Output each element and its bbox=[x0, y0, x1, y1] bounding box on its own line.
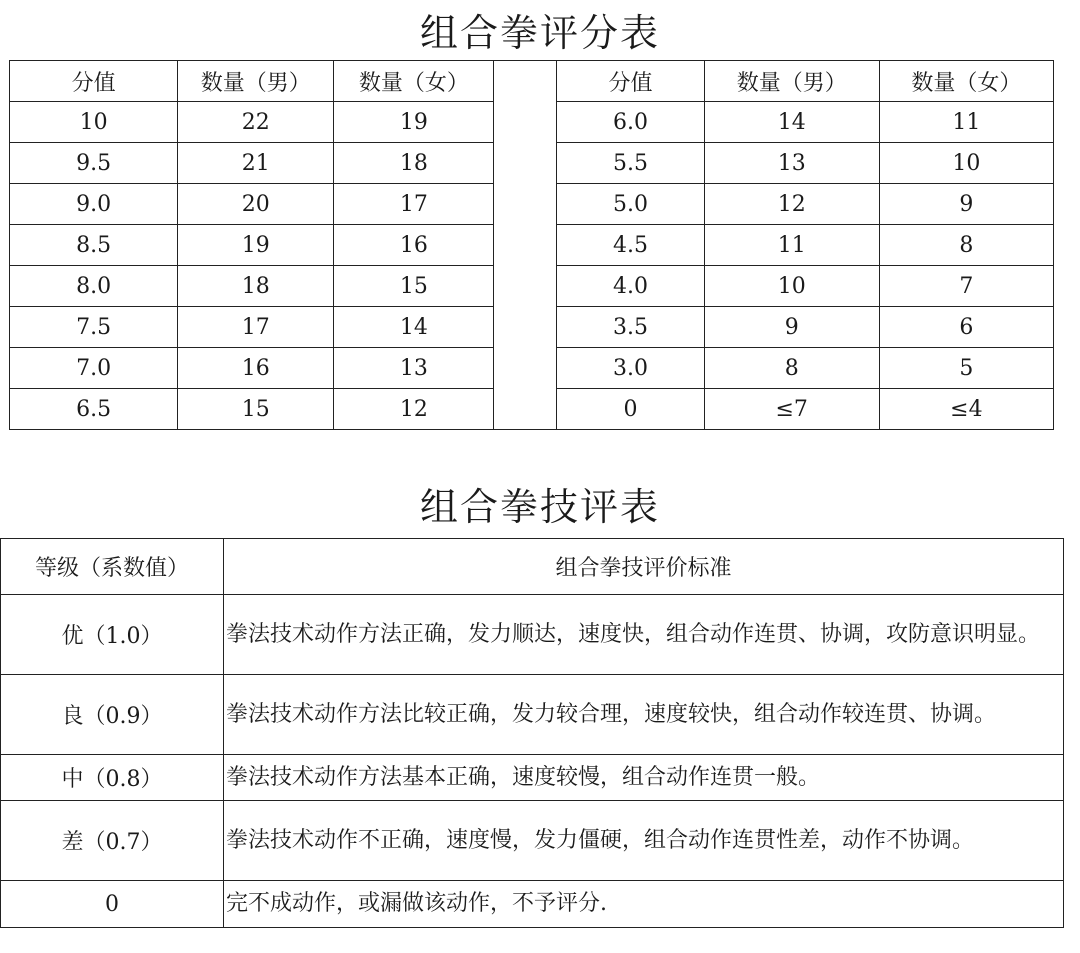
header-cell: 数量（男） bbox=[704, 61, 879, 102]
divider-column bbox=[494, 184, 557, 225]
divider-column bbox=[494, 348, 557, 389]
header-cell: 数量（女） bbox=[879, 61, 1053, 102]
criteria-cell: 完不成动作，或漏做该动作，不予评分. bbox=[224, 881, 1064, 928]
score-cell: 0 bbox=[557, 389, 704, 430]
tech-header-row bbox=[1, 539, 1064, 595]
level-cell: 良（0.9） bbox=[1, 675, 224, 755]
female-count-cell: ≤4 bbox=[879, 389, 1053, 430]
female-count-cell: 15 bbox=[334, 266, 494, 307]
male-count-cell: 18 bbox=[178, 266, 334, 307]
divider-column bbox=[494, 389, 557, 430]
table-row bbox=[10, 348, 1054, 389]
male-count-cell: ≤7 bbox=[704, 389, 879, 430]
female-count-cell: 9 bbox=[879, 184, 1053, 225]
divider-column bbox=[494, 143, 557, 184]
male-count-cell: 19 bbox=[178, 225, 334, 266]
table-row bbox=[10, 102, 1054, 143]
criteria-cell: 拳法技术动作方法比较正确，发力较合理，速度较快，组合动作较连贯、协调。 bbox=[224, 675, 1064, 755]
score-cell: 8.5 bbox=[10, 225, 178, 266]
table-row bbox=[10, 184, 1054, 225]
header-cell: 数量（男） bbox=[178, 61, 334, 102]
table-row bbox=[10, 389, 1054, 430]
score-cell: 7.5 bbox=[10, 307, 178, 348]
female-count-cell: 11 bbox=[879, 102, 1053, 143]
male-count-cell: 11 bbox=[704, 225, 879, 266]
level-cell: 优（1.0） bbox=[1, 595, 224, 675]
header-cell: 分值 bbox=[557, 61, 704, 102]
criteria-cell: 拳法技术动作方法基本正确，速度较慢，组合动作连贯一般。 bbox=[224, 755, 1064, 801]
score-cell: 4.5 bbox=[557, 225, 704, 266]
header-cell: 数量（女） bbox=[334, 61, 494, 102]
female-count-cell: 8 bbox=[879, 225, 1053, 266]
table-row bbox=[1, 881, 1064, 928]
male-count-cell: 12 bbox=[704, 184, 879, 225]
male-count-cell: 14 bbox=[704, 102, 879, 143]
divider-column bbox=[494, 266, 557, 307]
tech-table-title: 组合拳技评表 bbox=[419, 485, 660, 529]
male-count-cell: 21 bbox=[178, 143, 334, 184]
table-row bbox=[10, 266, 1054, 307]
male-count-cell: 20 bbox=[178, 184, 334, 225]
female-count-cell: 5 bbox=[879, 348, 1053, 389]
divider-column bbox=[494, 225, 557, 266]
table-row bbox=[10, 307, 1054, 348]
score-header-row bbox=[10, 61, 1054, 102]
level-cell: 0 bbox=[1, 881, 224, 928]
score-cell: 3.5 bbox=[557, 307, 704, 348]
table-row bbox=[1, 675, 1064, 755]
criteria-cell: 拳法技术动作不正确，速度慢，发力僵硬，组合动作连贯性差，动作不协调。 bbox=[224, 801, 1064, 881]
female-count-cell: 6 bbox=[879, 307, 1053, 348]
table-row bbox=[10, 225, 1054, 266]
female-count-cell: 18 bbox=[334, 143, 494, 184]
female-count-cell: 14 bbox=[334, 307, 494, 348]
score-cell: 9.5 bbox=[10, 143, 178, 184]
criteria-cell: 拳法技术动作方法正确，发力顺达，速度快，组合动作连贯、协调，攻防意识明显。 bbox=[224, 595, 1064, 675]
table-row bbox=[1, 801, 1064, 881]
male-count-cell: 15 bbox=[178, 389, 334, 430]
score-cell: 10 bbox=[10, 102, 178, 143]
header-cell: 分值 bbox=[10, 61, 178, 102]
score-cell: 7.0 bbox=[10, 348, 178, 389]
female-count-cell: 17 bbox=[334, 184, 494, 225]
score-cell: 6.0 bbox=[557, 102, 704, 143]
score-cell: 8.0 bbox=[10, 266, 178, 307]
divider-column bbox=[494, 102, 557, 143]
tech-eval-table bbox=[0, 538, 1064, 928]
male-count-cell: 9 bbox=[704, 307, 879, 348]
score-cell: 3.0 bbox=[557, 348, 704, 389]
table-row bbox=[1, 755, 1064, 801]
male-count-cell: 13 bbox=[704, 143, 879, 184]
female-count-cell: 13 bbox=[334, 348, 494, 389]
level-cell: 差（0.7） bbox=[1, 801, 224, 881]
divider-column bbox=[494, 61, 557, 102]
score-cell: 4.0 bbox=[557, 266, 704, 307]
table-row bbox=[10, 143, 1054, 184]
male-count-cell: 17 bbox=[178, 307, 334, 348]
female-count-cell: 16 bbox=[334, 225, 494, 266]
score-cell: 9.0 bbox=[10, 184, 178, 225]
male-count-cell: 10 bbox=[704, 266, 879, 307]
score-table bbox=[9, 60, 1054, 430]
score-cell: 6.5 bbox=[10, 389, 178, 430]
score-cell: 5.0 bbox=[557, 184, 704, 225]
score-cell: 5.5 bbox=[557, 143, 704, 184]
female-count-cell: 19 bbox=[334, 102, 494, 143]
male-count-cell: 16 bbox=[178, 348, 334, 389]
male-count-cell: 8 bbox=[704, 348, 879, 389]
female-count-cell: 12 bbox=[334, 389, 494, 430]
male-count-cell: 22 bbox=[178, 102, 334, 143]
female-count-cell: 10 bbox=[879, 143, 1053, 184]
female-count-cell: 7 bbox=[879, 266, 1053, 307]
divider-column bbox=[494, 307, 557, 348]
table-row bbox=[1, 595, 1064, 675]
criteria-header: 组合拳技评价标准 bbox=[224, 539, 1064, 595]
score-table-title: 组合拳评分表 bbox=[419, 11, 660, 55]
level-cell: 中（0.8） bbox=[1, 755, 224, 801]
level-header: 等级（系数值） bbox=[1, 539, 224, 595]
